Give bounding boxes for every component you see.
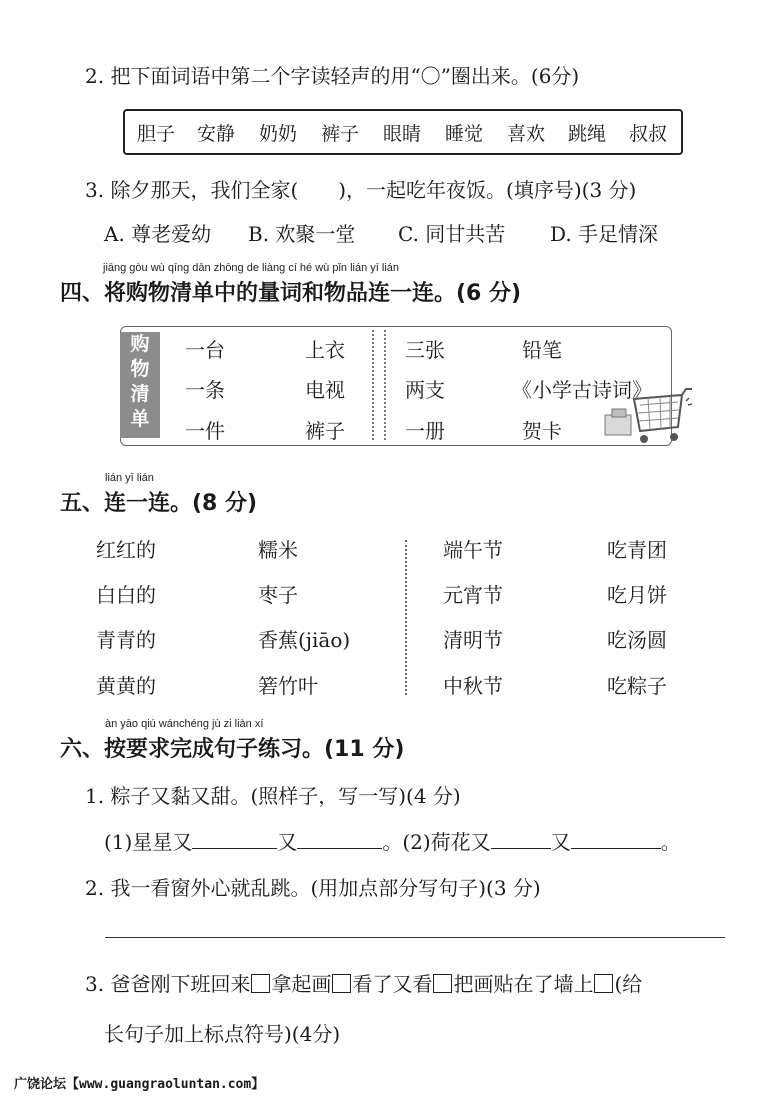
measure-word: 一台 — [185, 338, 225, 362]
measure-word: 三张 — [405, 338, 445, 362]
match-col3-item: 端午节 — [443, 538, 503, 562]
section-6-question-3: 3. 爸爸刚下班回来 拿起画 看了又看 把画贴在了墙上 (给 — [85, 972, 643, 996]
match-col4-item: 吃月饼 — [607, 583, 667, 607]
match-col2-item: 箬竹叶 — [258, 674, 318, 698]
shopping-list-tag: 购 物 清 单 — [120, 332, 160, 438]
match-col2-item: 糯米 — [258, 538, 298, 562]
answer-blank[interactable] — [571, 830, 661, 849]
footer-url[interactable]: www.guangraoluntan.com — [79, 1077, 252, 1092]
measure-word: 一册 — [405, 419, 445, 443]
match-col3-item: 清明节 — [443, 628, 503, 652]
divider-chain — [372, 330, 386, 440]
option-a: A. 尊老爱幼 — [104, 222, 212, 246]
measure-word: 两支 — [405, 378, 445, 402]
goods-item: 裤子 — [305, 419, 345, 443]
answer-blank[interactable] — [491, 830, 551, 849]
word-item: 喜欢 — [507, 123, 546, 145]
fill-blank-line: (1)星星又 又 。(2)荷花又 又 。 — [104, 830, 681, 854]
match-col1-item: 白白的 — [96, 583, 156, 607]
match-col4-item: 吃汤圆 — [607, 628, 667, 652]
section-6-question-3-continued: 长句子加上标点符号)(4分) — [104, 1022, 341, 1046]
answer-line[interactable] — [105, 937, 725, 938]
goods-item: 《小学古诗词》 — [512, 378, 652, 402]
match-col4-item: 吃粽子 — [607, 674, 667, 698]
goods-item: 贺卡 — [522, 419, 562, 443]
column-divider — [405, 540, 407, 695]
option-d: D. 手足情深 — [550, 222, 659, 246]
word-item: 奶奶 — [259, 123, 298, 145]
word-item: 裤子 — [321, 123, 360, 145]
word-item: 安静 — [197, 123, 236, 145]
answer-blank[interactable] — [192, 830, 277, 849]
word-item: 眼睛 — [383, 123, 422, 145]
question-3-text: 3. 除夕那天，我们全家( )，一起吃年夜饭。(填序号)(3 分) — [85, 178, 637, 202]
option-c: C. 同甘共苦 — [398, 222, 506, 246]
word-item: 胆子 — [137, 123, 176, 145]
measure-word: 一条 — [185, 378, 225, 402]
punctuation-box[interactable] — [332, 974, 351, 993]
section-4-title: 四、将购物清单中的量词和物品连一连。(6 分) — [60, 281, 522, 306]
word-item: 跳绳 — [568, 123, 607, 145]
match-col1-item: 红红的 — [96, 538, 156, 562]
match-col1-item: 青青的 — [96, 628, 156, 652]
match-col3-item: 中秋节 — [443, 674, 503, 698]
punctuation-box[interactable] — [433, 974, 452, 993]
option-b: B. 欢聚一堂 — [248, 222, 356, 246]
match-col2-item: 香蕉(jiāo) — [258, 628, 351, 652]
word-box — [123, 109, 683, 155]
section-6-question-1: 1. 粽子又黏又甜。(照样子，写一写)(4 分) — [85, 784, 461, 808]
match-col4-item: 吃青团 — [607, 538, 667, 562]
goods-item: 上衣 — [305, 338, 345, 362]
shopping-cart-icon — [600, 385, 695, 447]
punctuation-box[interactable] — [251, 974, 270, 993]
match-col2-item: 枣子 — [258, 583, 298, 607]
punctuation-box[interactable] — [594, 974, 613, 993]
match-col3-item: 元宵节 — [443, 583, 503, 607]
match-col1-item: 黄黄的 — [96, 674, 156, 698]
section-5-pinyin: lián yī lián — [105, 472, 154, 484]
question-2-text: 2. 把下面词语中第二个字读轻声的用“〇”圈出来。(6分) — [85, 64, 580, 88]
goods-item: 铅笔 — [522, 338, 562, 362]
section-6-title: 六、按要求完成句子练习。(11 分) — [60, 737, 405, 762]
word-item: 睡觉 — [445, 123, 484, 145]
section-4-pinyin: jiāng gòu wù qīng dān zhōng de liàng cí hé wù pǐn lián yī lián — [103, 262, 399, 274]
answer-blank[interactable] — [297, 830, 382, 849]
section-5-title: 五、连一连。(8 分) — [60, 491, 258, 516]
measure-word: 一件 — [185, 419, 225, 443]
goods-item: 电视 — [305, 378, 345, 402]
word-item: 叔叔 — [629, 123, 668, 145]
section-6-question-2: 2. 我一看窗外心就乱跳。(用加点部分写句子)(3 分) — [85, 876, 541, 900]
section-6-pinyin: àn yāo qiú wánchéng jù zi liàn xí — [105, 718, 264, 730]
footer-watermark: 广饶论坛【www.guangraoluntan.com】 — [14, 1077, 265, 1092]
